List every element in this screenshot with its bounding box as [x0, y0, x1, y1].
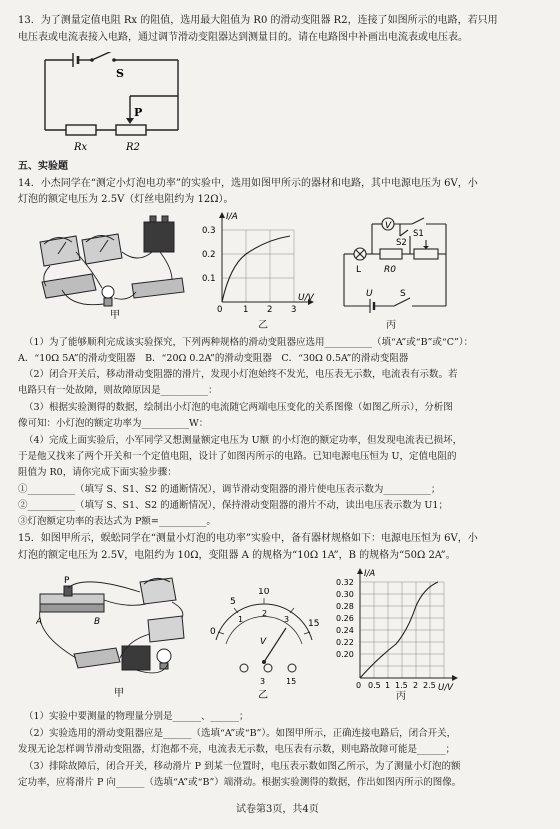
q15-figure-yi-caption: 乙	[258, 690, 268, 700]
q15-part3: （3）排除故障后，闭合开关，移动滑片 P 到某一位置时，电压表示数如图乙所示，为了测量小灯泡的额	[24, 761, 461, 772]
q15-graph-ylabel: I/A	[364, 569, 376, 579]
q13-text-line1: 13．为了测量定值电阻 Rx 的阻值，选用最大阻值为 R0 的滑动变阻器 R2，连接了如图所示的电路，若只用	[18, 15, 498, 26]
q15-dial-inner-tick: 1	[238, 615, 244, 624]
q15-dial-tick: 10	[258, 588, 270, 597]
q14-lamp-label: L	[356, 265, 362, 275]
q14-graph-ytick: 0.1	[202, 274, 216, 284]
q14-graph-ylabel: I/A	[226, 212, 238, 222]
q15-dial-inner-tick: 3	[284, 615, 290, 624]
q14-step1: ①__________（填写 S、S1、S2 的通断情况），调节滑动变阻器的滑片使电压表示数为__________；	[18, 484, 441, 495]
q15-graph-xtick: 2	[413, 681, 419, 690]
q14-iu-graph	[200, 210, 318, 320]
q15-terminal-label: 15	[286, 677, 297, 686]
q14-step3: ③灯泡额定功率的表达式为 P额=__________。	[18, 516, 216, 527]
section-title: 五、实验题	[18, 161, 68, 172]
q14-text-line1: 14．小杰同学在“测定小灯泡电功率”的实验中，选用如图甲所示的器材和电路，其中电源电压为 6V，小	[18, 178, 478, 189]
q15-graph-ytick: 0.20	[336, 650, 354, 659]
q15-dial-tick: 0	[210, 627, 216, 637]
q13-r2-label: R2	[126, 142, 140, 153]
q15-graph-ytick: 0.30	[336, 590, 354, 599]
q15-part2-cont: 发现无论怎样调节滑动变阻器，灯泡都不亮，电流表无示数，电压表有示数，则电路故障可能是______；	[18, 744, 456, 755]
q15-graph-ytick: 0.26	[336, 614, 354, 623]
q15-terminal-label: 3	[260, 677, 266, 686]
q14-graph-xtick: 2	[267, 305, 273, 315]
q14-graph-xlabel: U/V	[298, 293, 314, 303]
q14-circuit-diagram	[330, 210, 470, 318]
q13-slider-label: P	[134, 106, 143, 119]
q15-voltmeter-dial	[204, 588, 324, 700]
q15-graph-xtick: 2.5	[423, 681, 436, 690]
q13-text-line2: 电压表或电流表接入电路，通过调节滑动变阻器达到测量目的。请在电路图中补画出电流表或电压表。	[18, 32, 468, 43]
q14-graph-ytick: 0.2	[202, 250, 216, 260]
q15-dial-tick: 15	[308, 619, 320, 629]
q15-figure-jia-caption: 甲	[114, 688, 124, 699]
q14-voltmeter-label: V	[385, 221, 392, 231]
q15-part1: （1）实验中要测量的物理量分别是______、______；	[24, 711, 249, 722]
q15-figure-bing-caption: 丙	[396, 691, 406, 702]
q15-graph-xtick: 1.5	[395, 681, 408, 690]
q14-apparatus-illustration	[32, 212, 190, 320]
q14-figure-yi-caption: 乙	[258, 320, 268, 331]
q14-source-label: U	[366, 289, 373, 299]
q14-text-line2: 灯泡的额定电压为 2.5V（灯丝电阻约为 12Ω）。	[18, 194, 234, 205]
q13-switch-label: S	[116, 67, 124, 80]
q15-graph-ytick: 0.32	[336, 578, 354, 587]
q14-part4: （4）完成上面实验后，小军同学又想测量额定电压为 U额 的小灯泡的额定功率，但发现电流表已损坏，	[24, 435, 463, 446]
q15-graph-xlabel: U/V	[438, 683, 453, 693]
q15-graph-ytick: 0.28	[336, 602, 354, 611]
q14-r0-label: R0	[384, 265, 396, 275]
page-footer: 试卷第3页，共4页	[236, 804, 319, 815]
q15-graph-xtick: 0.5	[368, 681, 381, 690]
q14-switch-label: S	[400, 289, 406, 299]
q14-figure-jia-caption: 甲	[110, 310, 120, 320]
q13-circuit-diagram	[30, 52, 200, 154]
q15-graph-xtick: 1	[385, 681, 391, 690]
q14-step2: ②__________（填写 S、S1、S2 的通断情况），保持滑动变阻器的滑片不动，读出电压表示数为 U1；	[18, 500, 448, 511]
q14-graph-xtick: 0	[217, 305, 223, 315]
q15-end-b-label: B	[94, 617, 101, 627]
q15-dial-tick: 5	[230, 597, 236, 607]
q15-graph-ytick: 0.24	[336, 626, 354, 635]
q15-dial-inner-tick: 2	[262, 609, 268, 618]
q14-part2-cont: 电路只有一处故障，则故障原因是__________：	[18, 385, 218, 396]
q14-part1: （1）为了能够顺利完成该实验探究，下列两种规格的滑动变阻器应选用__________（填“A”或“B”或“C”）：	[24, 337, 474, 348]
q14-s2-label: S2	[396, 238, 407, 248]
q14-graph-ytick: 0.3	[202, 226, 216, 236]
q14-s1-label: S1	[413, 229, 424, 239]
q15-part3-cont: 定功率，应将滑片 P 向______（选填“A”或“B”）端滑动。根据实验测得的数据，作出如图丙所示的图像。	[18, 777, 462, 788]
q14-part1-options: A．“10Ω 5A”的滑动变阻器 B．“20Ω 0.2A”的滑动变阻器 C．“30Ω 0.5A”的滑动变阻器	[18, 353, 409, 364]
q14-part4-cont: 于是他又找来了两个开关和一个定值电阻，设计了如图丙所示的电路。已知电源电压恒为 U，定值电阻的	[18, 451, 457, 462]
q15-apparatus-illustration	[36, 574, 196, 700]
q14-figure-bing-caption: 丙	[386, 320, 396, 331]
q14-part2: （2）闭合开关后，移动滑动变阻器的滑片，发现小灯泡始终不发光，电压表无示数，电流表有示数。若	[24, 369, 458, 380]
q14-graph-xtick: 1	[243, 305, 249, 315]
q14-part3-cont: 像可知：小灯泡的额定功率为__________W：	[18, 418, 209, 429]
q15-graph-ytick: 0.22	[336, 638, 354, 647]
q14-part3: （3）根据实验测得的数据，绘制出小灯泡的电流随它两端电压变化的关系图像（如图乙所示），分析图	[24, 402, 453, 413]
q14-part4-cont2: 阻值为 R0，请你完成下面实验步骤：	[18, 467, 177, 478]
q15-end-a-label: A	[36, 617, 43, 627]
q13-rx-label: Rx	[74, 142, 88, 153]
q15-text-line2: 灯泡的额定电压为 2.5V，电阻约为 10Ω，变阻器 A 的规格为“10Ω 1A”，B 的规格为“50Ω 2A”。	[18, 550, 456, 561]
q15-graph-xtick: 0	[356, 681, 362, 690]
q15-dial-unit: V	[260, 637, 267, 647]
q15-slider-label: P	[64, 576, 70, 586]
q14-graph-xtick: 3	[291, 305, 297, 315]
q15-iu-graph	[334, 566, 464, 702]
q15-text-line1: 15．如图甲所示，蜈蚣同学在“测量小灯泡的电功率”实验中，备有器材规格如下：电源电压恒为 6V，小	[18, 533, 478, 544]
q15-part2: （2）实验选用的滑动变阻器应是______（选填“A”或“B”）。如图甲所示，正确连接电路后，闭合开关，	[24, 728, 457, 739]
